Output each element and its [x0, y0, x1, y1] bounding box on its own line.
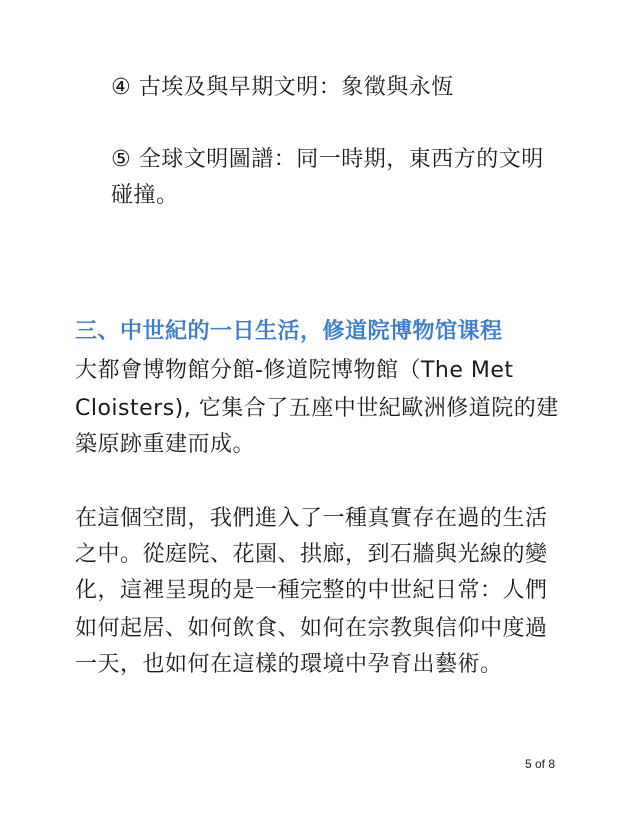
paragraph-1-line-3: 築原跡重建而成。 [75, 432, 256, 457]
paragraph-2-line-1: 在這個空間，我們進入了一種真實存在過的生活 [75, 506, 548, 531]
page-number: 5 of 8 [524, 757, 555, 771]
list-item-4: ④ 古埃及與早期文明：象徵與永恆 [111, 75, 454, 100]
section-heading: 三、中世紀的一日生活，修道院博物馆课程 [75, 319, 503, 344]
paragraph-2-line-5: 一天，也如何在這樣的環境中孕育出藝術。 [75, 652, 503, 677]
paragraph-1-line-1: 大都會博物館分館-修道院博物館（The Met [75, 358, 514, 383]
paragraph-2-line-4: 如何起居、如何飲食、如何在宗教與信仰中度過 [75, 616, 548, 641]
paragraph-2-line-3: 化，這裡呈現的是一種完整的中世紀日常：人們 [75, 578, 548, 603]
paragraph-2-line-2: 之中。從庭院、花園、拱廊，到石牆與光線的變 [75, 542, 548, 567]
paragraph-1-line-2: Cloisters), 它集合了五座中世紀歐洲修道院的建 [75, 396, 559, 421]
list-item-5-line-2: 碰撞。 [111, 183, 179, 208]
list-item-5-line-1: ⑤ 全球文明圖譜：同一時期，東西方的文明 [111, 147, 544, 172]
